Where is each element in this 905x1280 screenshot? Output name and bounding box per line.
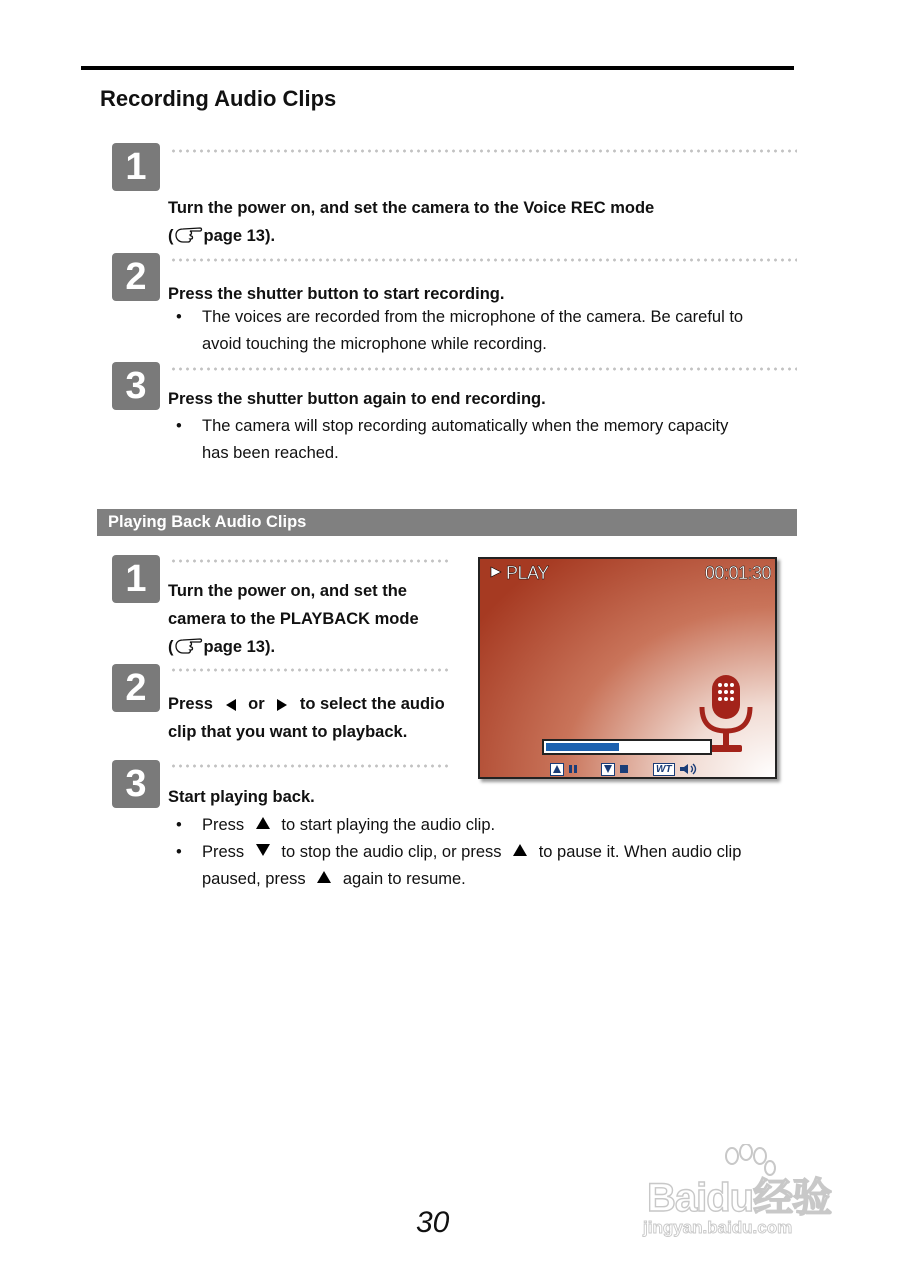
text-fragment: to start playing the audio clip. bbox=[281, 816, 496, 834]
page-reference[interactable] bbox=[168, 222, 654, 250]
bullet-dot: • bbox=[176, 417, 182, 435]
playback-step-2-heading bbox=[168, 690, 445, 746]
bullet-dot: • bbox=[176, 816, 182, 834]
section-header-playback: Playing Back Audio Clips bbox=[97, 509, 797, 536]
dotted-separator bbox=[170, 367, 797, 371]
playback-step-badge-3: 3 bbox=[112, 760, 160, 808]
dotted-separator bbox=[170, 559, 452, 563]
down-key-icon bbox=[601, 763, 615, 776]
step-1-heading bbox=[168, 194, 654, 250]
bullet-dot: • bbox=[176, 308, 182, 326]
text-line bbox=[168, 690, 445, 718]
page-title: Recording Audio Clips bbox=[100, 86, 337, 111]
playback-step-badge-2: 2 bbox=[112, 664, 160, 712]
watermark-url: jingyan.baidu.com bbox=[643, 1218, 793, 1237]
step-badge-3: 3 bbox=[112, 362, 160, 410]
watermark-brand: Baidu经验 bbox=[647, 1176, 832, 1220]
play-label: PLAY bbox=[506, 563, 549, 583]
left-arrow-icon bbox=[224, 698, 238, 712]
text-line: Turn the power on, and set the bbox=[168, 582, 407, 600]
up-arrow-icon bbox=[512, 842, 528, 858]
text-fragment: to stop the audio clip, or press bbox=[281, 843, 502, 861]
ref-open-paren: ( bbox=[168, 638, 174, 656]
bullet-text bbox=[202, 839, 741, 866]
ref-text: page 13). bbox=[203, 227, 276, 245]
text-fragment: to pause it. When audio clip bbox=[538, 843, 742, 861]
play-icon bbox=[490, 566, 502, 578]
page-number: 30 bbox=[416, 1206, 450, 1239]
step-2-heading: Press the shutter button to start recording. bbox=[168, 285, 505, 303]
dotted-separator bbox=[170, 668, 452, 672]
text-line: camera to the PLAYBACK mode bbox=[168, 610, 419, 628]
dotted-separator bbox=[170, 149, 797, 153]
bullet-text: The voices are recorded from the microphone of the camera. Be careful to bbox=[202, 308, 744, 326]
ref-text: page 13). bbox=[203, 638, 276, 656]
zoom-volume-control bbox=[653, 762, 699, 776]
pointing-hand-icon bbox=[174, 636, 204, 654]
up-arrow-icon bbox=[255, 815, 271, 831]
wt-key-label: WT bbox=[653, 763, 675, 776]
step-badge-2: 2 bbox=[112, 253, 160, 301]
up-key-icon bbox=[550, 763, 564, 776]
bullet-text: The camera will stop recording automatically when the memory capacity bbox=[202, 417, 729, 435]
bullet-text-cont: avoid touching the microphone while recording. bbox=[202, 335, 547, 353]
bullet-dot: • bbox=[176, 843, 182, 861]
pause-icon bbox=[568, 764, 578, 774]
playback-step-1-heading bbox=[168, 577, 419, 661]
down-arrow-icon bbox=[255, 842, 271, 858]
progress-fill bbox=[546, 743, 619, 751]
volume-icon bbox=[679, 763, 699, 775]
step-badge-1: 1 bbox=[112, 143, 160, 191]
playback-step-3-heading: Start playing back. bbox=[168, 788, 315, 806]
down-stop-control bbox=[601, 762, 629, 776]
bullet-text-cont bbox=[202, 866, 466, 893]
bullet-text bbox=[202, 812, 495, 839]
dotted-separator bbox=[170, 258, 797, 262]
press-word: Press bbox=[202, 816, 245, 834]
text-fragment: again to resume. bbox=[342, 870, 466, 888]
page-reference[interactable] bbox=[168, 633, 419, 661]
step-1-heading-text: Turn the power on, and set the camera to the Voice REC mode bbox=[168, 199, 655, 217]
stop-icon bbox=[619, 764, 629, 774]
press-word: Press bbox=[202, 843, 245, 861]
text-fragment: to select the audio bbox=[299, 695, 445, 713]
ref-open-paren: ( bbox=[168, 227, 174, 245]
press-word: Press bbox=[168, 695, 213, 713]
playback-step-badge-1: 1 bbox=[112, 555, 160, 603]
right-arrow-icon bbox=[275, 698, 289, 712]
up-pause-control bbox=[550, 762, 578, 776]
play-indicator bbox=[490, 563, 549, 584]
dotted-separator bbox=[170, 764, 452, 768]
pointing-hand-icon bbox=[174, 225, 204, 243]
playback-progress-bar bbox=[542, 739, 712, 755]
text-fragment: paused, press bbox=[202, 870, 306, 888]
or-word: or bbox=[248, 695, 265, 713]
camera-screen-illustration bbox=[478, 557, 777, 779]
up-arrow-icon bbox=[316, 869, 332, 885]
elapsed-time: 00:01:30 bbox=[704, 563, 771, 583]
bullet-text-cont: has been reached. bbox=[202, 444, 339, 462]
top-rule bbox=[81, 66, 794, 70]
step-3-heading: Press the shutter button again to end recording. bbox=[168, 390, 546, 408]
text-line: clip that you want to playback. bbox=[168, 723, 408, 741]
